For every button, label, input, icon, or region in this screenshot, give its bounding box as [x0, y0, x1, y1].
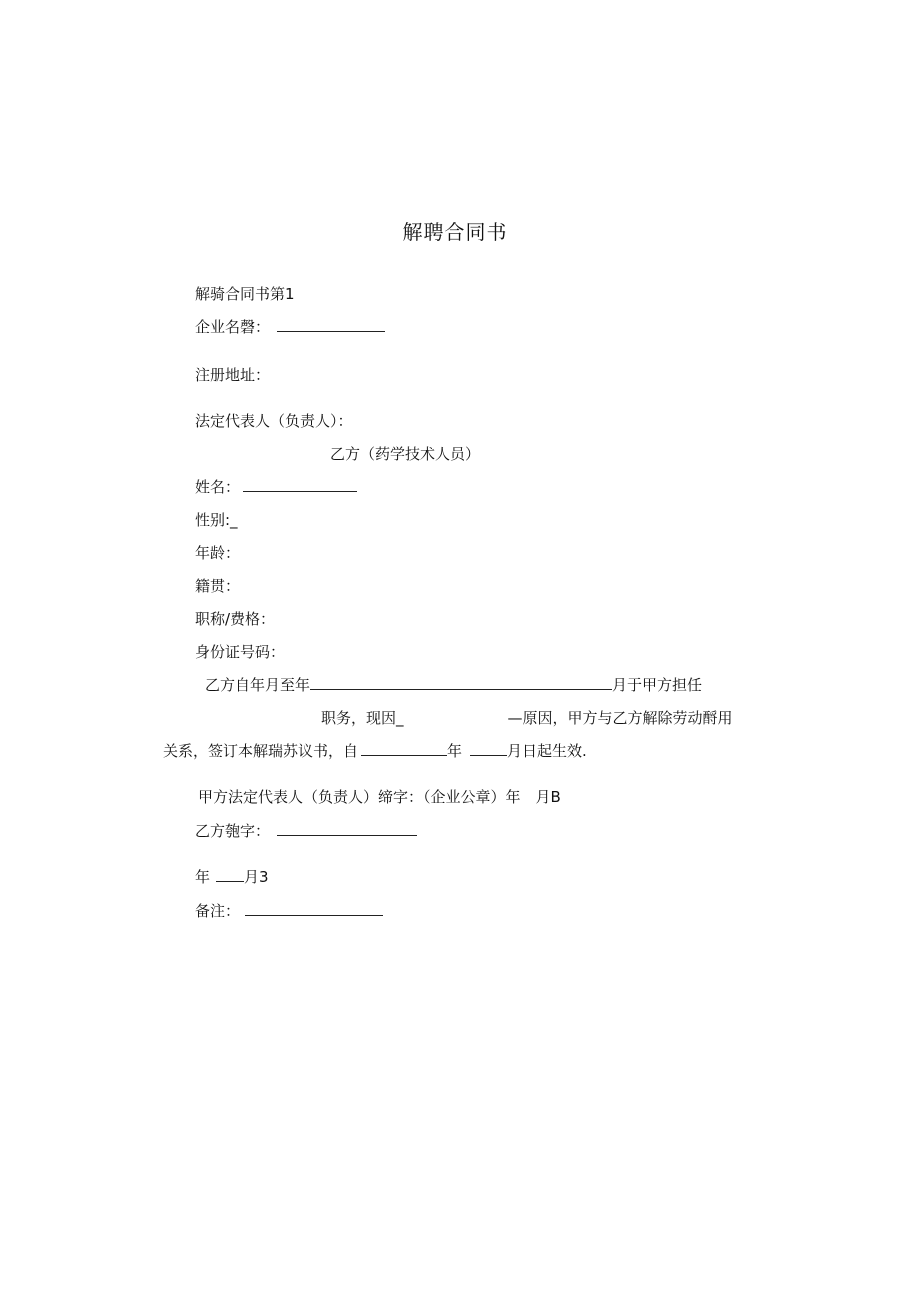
- party-b-heading: 乙方（药学技术人员）: [330, 445, 481, 463]
- remarks-blank: [245, 902, 383, 916]
- registered-address-label: 注册地址：: [195, 366, 271, 384]
- termination-text: —原因，甲方与乙方解除劳动酹用: [507, 709, 733, 727]
- legal-representative-label: 法定代表人（负责人）：: [195, 412, 353, 430]
- employment-period-blank: [310, 676, 612, 690]
- effective-date-text: 关系，签订本解瑞苏议书，自: [163, 742, 359, 760]
- party-b-signature-label: 乙方匏字：: [195, 822, 271, 840]
- effective-year-blank: [361, 742, 447, 756]
- position-reason-text: 职务，现因_: [321, 709, 404, 727]
- remarks-label: 备注：: [195, 902, 241, 920]
- company-name-field: [195, 318, 385, 336]
- gender-label: 性别:_: [195, 511, 238, 529]
- name-field: [195, 478, 357, 496]
- signature-month-label: 月3: [244, 868, 269, 886]
- remarks-field: [195, 902, 383, 920]
- company-name-blank: [277, 318, 385, 332]
- signature-year-label: 年: [195, 868, 211, 886]
- signature-date-line: [195, 868, 269, 886]
- employment-period-text: 乙方自年月至年: [205, 676, 311, 694]
- party-b-signature-blank: [277, 822, 417, 836]
- title-qualification-label: 职称/费格：: [195, 610, 276, 628]
- effective-date-line: [163, 742, 587, 760]
- document-title: 解聘合同书: [402, 220, 508, 244]
- party-a-signature-line: 甲方法定代表人（负责人）缔字：（企业公章）年 月B: [198, 788, 561, 806]
- termination-reason-line: [321, 709, 733, 727]
- employment-position-text: 月于甲方担任: [612, 676, 703, 694]
- native-place-label: 籍贯：: [195, 577, 241, 595]
- name-blank: [243, 478, 357, 492]
- effective-year-label: 年: [447, 742, 463, 760]
- employment-period-line: [205, 676, 702, 694]
- name-label: 姓名：: [195, 478, 241, 496]
- effective-month-blank: [470, 742, 507, 756]
- signature-month-blank: [216, 868, 244, 882]
- document-subtitle: 解骑合同书第1: [195, 285, 295, 303]
- id-number-label: 身份证号码：: [195, 643, 286, 661]
- company-name-label: 企业名磬：: [195, 318, 271, 336]
- age-label: 年龄：: [195, 544, 241, 562]
- effective-month-day-text: 月日起生效.: [507, 742, 587, 760]
- party-b-signature-field: [195, 822, 417, 840]
